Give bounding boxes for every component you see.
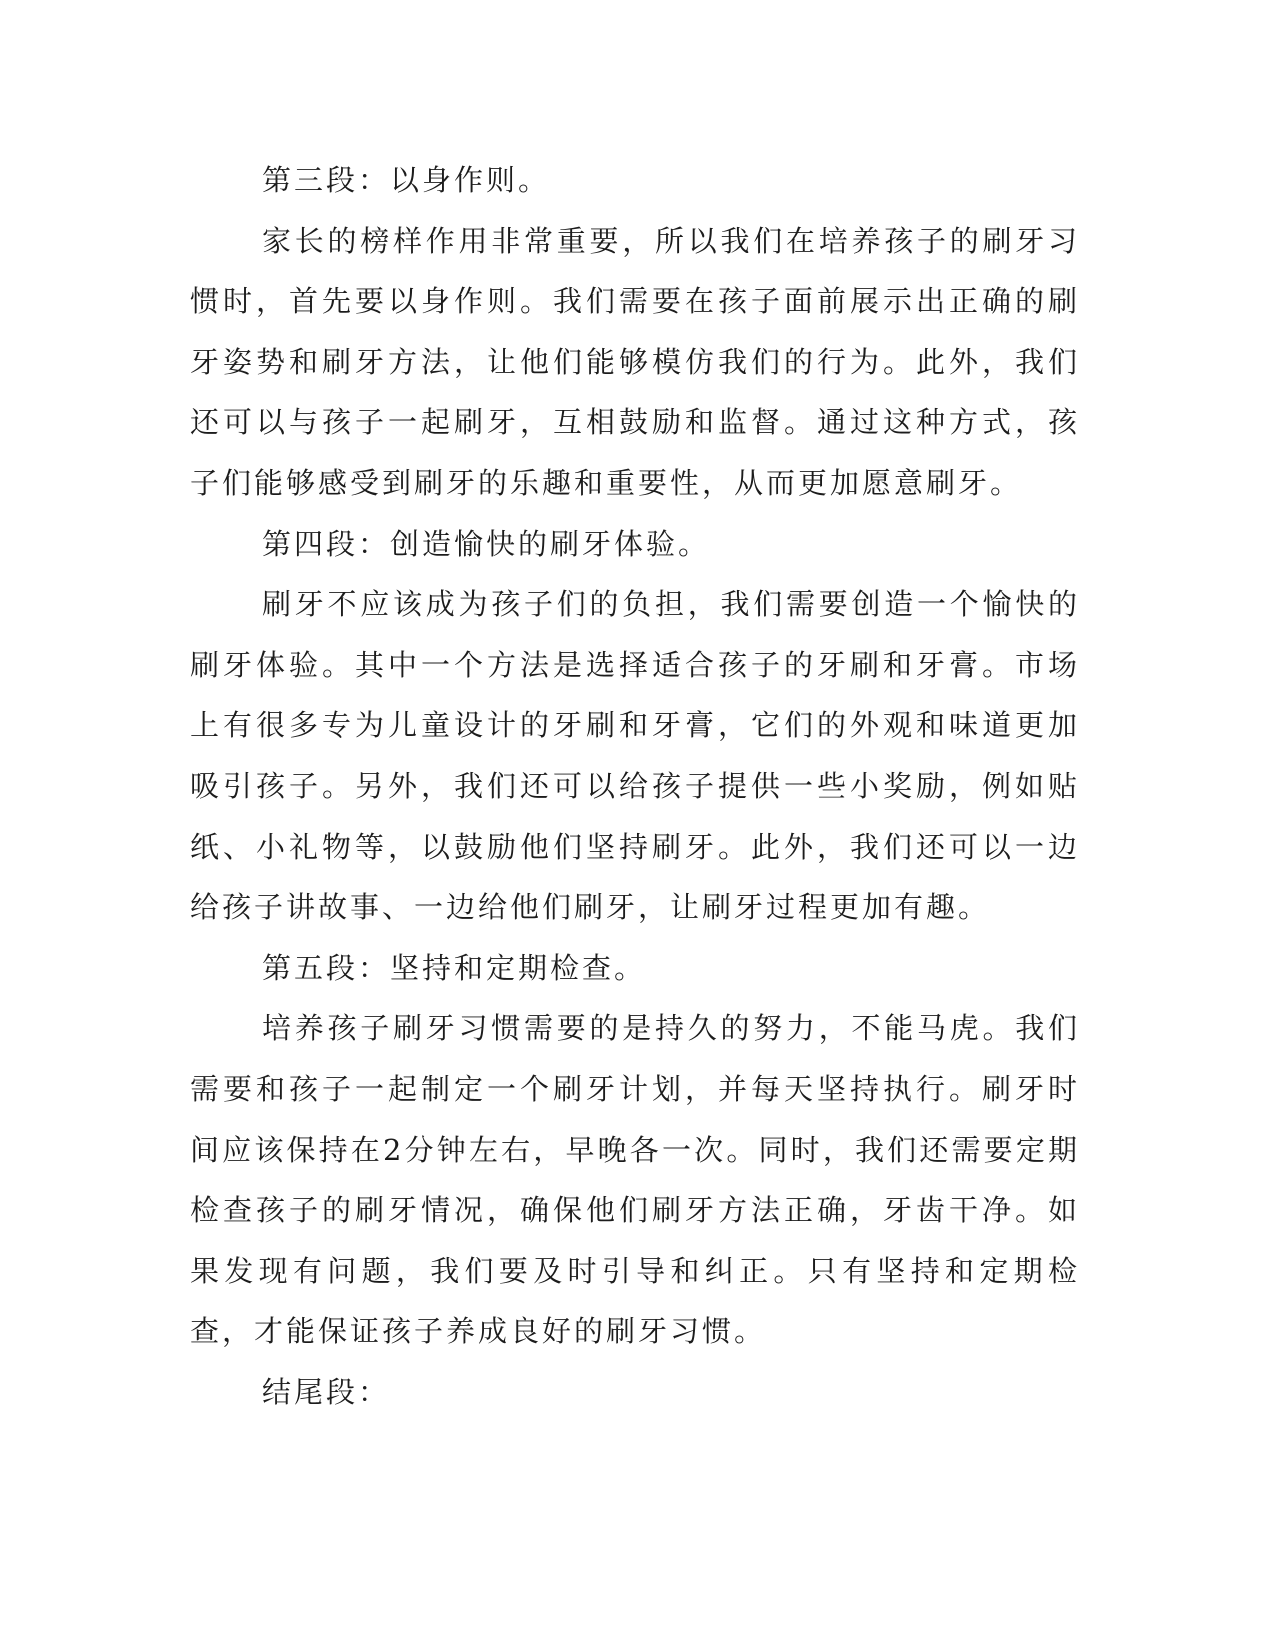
section-heading: 第五段：坚持和定期检查。: [262, 950, 647, 985]
section-heading: 第四段：创造愉快的刷牙体验。: [262, 526, 711, 561]
section-heading: 结尾段：: [262, 1374, 391, 1409]
body-paragraph: 家长的榜样作用非常重要，所以我们在培养孩子的刷牙习惯时，首先要以身作则。我们需要在孩子面前展示出正确的刷牙姿势和刷牙方法，让他们能够模仿我们的行为。此外，我们还可以与孩子一起刷牙，互相鼓励和监督。通过这种方式，孩子们能够感受到刷牙的乐趣和重要性，从而更加愿意刷牙。: [190, 223, 1080, 500]
body-paragraph: 培养孩子刷牙习惯需要的是持久的努力，不能马虎。我们需要和孩子一起制定一个刷牙计划，并每天坚持执行。刷牙时间应该保持在2分钟左右，早晚各一次。同时，我们还需要定期检查孩子的刷牙情况，确保他们刷牙方法正确，牙齿干净。如果发现有问题，我们要及时引导和纠正。只有坚持和定期检查，才能保证孩子养成良好的刷牙习惯。: [190, 1011, 1080, 1349]
section-heading: 第三段：以身作则。: [262, 163, 551, 197]
body-paragraph: 刷牙不应该成为孩子们的负担，我们需要创造一个愉快的刷牙体验。其中一个方法是选择适合孩子的牙刷和牙膏。市场上有很多专为儿童设计的牙刷和牙膏，它们的外观和味道更加吸引孩子。另外，我们还可以给孩子提供一些小奖励，例如贴纸、小礼物等，以鼓励他们坚持刷牙。此外，我们还可以一边给孩子讲故事、一边给他们刷牙，让刷牙过程更加有趣。: [190, 587, 1080, 925]
document-body: [190, 150, 1080, 1422]
